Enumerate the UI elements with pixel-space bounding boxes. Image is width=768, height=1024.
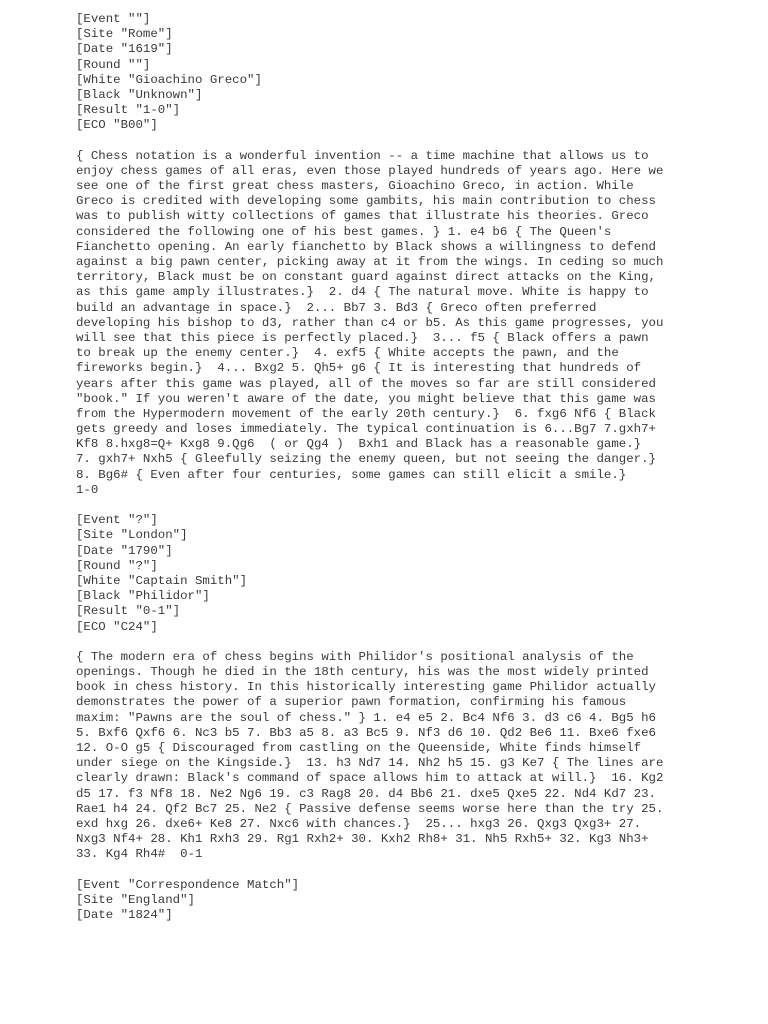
- game-3-headers: [76, 878, 716, 924]
- pgn-header-date: [Date "1824"]: [76, 908, 173, 923]
- movetext-line: developing his bishop to d3, rather than c4 or b5. As this game progresses, you: [76, 315, 664, 330]
- movetext-line: considered the following one of his best games. } 1. e4 b6 { The Queen's: [76, 224, 612, 239]
- movetext-line: 33. Kg4 Rh4# 0-1: [76, 847, 203, 862]
- pgn-document: [76, 12, 716, 923]
- spacer: [76, 635, 716, 650]
- spacer: [76, 498, 716, 513]
- pgn-header-result: [Result "0-1"]: [76, 604, 181, 619]
- movetext-line: { The modern era of chess begins with Philidor's positional analysis of the: [76, 649, 634, 664]
- movetext-line: d5 17. f3 Nf8 18. Ne2 Ng6 19. c3 Rag8 20. d4 Bb6 21. dxe5 Qxe5 22. Nd4 Kd7 23.: [76, 786, 656, 801]
- pgn-header-event: [Event ""]: [76, 12, 151, 26]
- game-1: [76, 12, 716, 498]
- pgn-header-eco: [ECO "C24"]: [76, 619, 158, 634]
- movetext-line: to break up the enemy center.} 4. exf5 { White accepts the pawn, and the: [76, 346, 619, 361]
- movetext-line: 7. gxh7+ Nxh5 { Gleefully seizing the enemy queen, but not seeing the danger.}: [76, 452, 656, 467]
- movetext-line: { Chess notation is a wonderful invention -- a time machine that allows us to: [76, 148, 649, 163]
- pgn-header-date: [Date "1619"]: [76, 42, 173, 57]
- pgn-header-black: [Black "Philidor"]: [76, 589, 210, 604]
- movetext-line: Kf8 8.hxg8=Q+ Kxg8 9.Qg6 ( or Qg4 ) Bxh1 and Black has a reasonable game.}: [76, 437, 642, 452]
- movetext-line: will see that this piece is perfectly placed.} 3... f5 { Black offers a pawn: [76, 330, 649, 345]
- movetext-line: as this game amply illustrates.} 2. d4 { The natural move. White is happy to: [76, 285, 649, 300]
- movetext-line: openings. Though he died in the 18th century, his was the most widely printed: [76, 665, 649, 680]
- movetext-line: years after this game was played, all of the moves so far are still considered: [76, 376, 656, 391]
- spacer: [76, 134, 716, 149]
- movetext-line: demonstrates the power of a superior pawn formation, confirming his famous: [76, 695, 627, 710]
- pgn-header-event: [Event "?"]: [76, 513, 158, 528]
- pgn-header-round: [Round "?"]: [76, 558, 158, 573]
- movetext-line: maxim: "Pawns are the soul of chess." } 1. e4 e5 2. Bc4 Nf6 3. d3 c6 4. Bg5 h6: [76, 710, 656, 725]
- spacer: [76, 863, 716, 878]
- game-2-movetext: [76, 650, 716, 863]
- movetext-line: against a big pawn center, picking away at it from the wings. In ceding so much: [76, 255, 664, 269]
- movetext-line: Fianchetto opening. An early fianchetto by Black shows a willingness to defend: [76, 239, 656, 254]
- game-2: [76, 513, 716, 862]
- pgn-header-site: [Site "London"]: [76, 528, 188, 543]
- movetext-line: Nxg3 Nf4+ 28. Kh1 Rxh3 29. Rg1 Rxh2+ 30. Kxh2 Rh8+ 31. Nh5 Rxh5+ 32. Kg3 Nh3+: [76, 832, 649, 847]
- movetext-line: from the Hypermodern movement of the early 20th century.} 6. fxg6 Nf6 { Black: [76, 406, 656, 421]
- pgn-header-white: [White "Captain Smith"]: [76, 573, 248, 588]
- pgn-header-result: [Result "1-0"]: [76, 103, 181, 118]
- movetext-line: build an advantage in space.} 2... Bb7 3. Bd3 { Greco often preferred: [76, 300, 597, 315]
- pgn-header-date: [Date "1790"]: [76, 543, 173, 558]
- pgn-header-white: [White "Gioachino Greco"]: [76, 72, 262, 87]
- movetext-line: book in chess history. In this historically interesting game Philidor actually: [76, 680, 656, 695]
- movetext-line: 8. Bg6# { Even after four centuries, some games can still elicit a smile.}: [76, 467, 627, 482]
- movetext-line: fireworks begin.} 4... Bxg2 5. Qh5+ g6 { It is interesting that hundreds of: [76, 361, 642, 376]
- pgn-header-site: [Site "Rome"]: [76, 27, 173, 42]
- pgn-header-event: [Event "Correspondence Match"]: [76, 877, 300, 892]
- game-2-headers: [76, 513, 716, 635]
- game-1-movetext: [76, 149, 716, 498]
- pgn-header-eco: [ECO "B00"]: [76, 118, 158, 133]
- pgn-header-round: [Round ""]: [76, 57, 151, 72]
- movetext-line: territory, Black must be on constant guard against direct attacks on the King,: [76, 270, 656, 285]
- game-3: [76, 878, 716, 924]
- game-result: 1-0: [76, 482, 99, 497]
- movetext-line: see one of the first great chess masters, Gioachino Greco, in action. While: [76, 179, 634, 194]
- movetext-line: Rae1 h4 24. Qf2 Bc7 25. Ne2 { Passive defense seems worse here than the try 25.: [76, 801, 664, 816]
- movetext-line: under siege on the Kingside.} 13. h3 Nd7 14. Nh2 h5 15. g3 Ke7 { The lines are: [76, 756, 664, 771]
- pgn-header-site: [Site "England"]: [76, 892, 195, 907]
- pgn-header-black: [Black "Unknown"]: [76, 87, 203, 102]
- game-1-headers: [76, 12, 716, 134]
- movetext-line: 12. O-O g5 { Discouraged from castling on the Queenside, White finds himself: [76, 741, 642, 755]
- movetext-line: gets greedy and loses immediately. The typical continuation is 6...Bg7 7.gxh7+: [76, 422, 656, 437]
- movetext-line: enjoy chess games of all eras, even those played hundreds of years ago. Here we: [76, 163, 664, 178]
- movetext-line: exd hxg 26. dxe6+ Ke8 27. Nxc6 with chances.} 25... hxg3 26. Qxg3 Qxg3+ 27.: [76, 816, 642, 831]
- movetext-line: "book." If you weren't aware of the date, you might believe that this game was: [76, 391, 656, 406]
- movetext-line: 5. Bxf6 Qxf6 6. Nc3 b5 7. Bb3 a5 8. a3 Bc5 9. Nf3 d6 10. Qd2 Be6 11. Bxe6 fxe6: [76, 725, 656, 740]
- movetext-line: clearly drawn: Black's command of space allows him to attack at will.} 16. Kg2: [76, 771, 664, 786]
- movetext-line: Greco is credited with developing some gambits, his main contribution to chess: [76, 194, 656, 209]
- movetext-line: was to publish witty collections of games that illustrate his theories. Greco: [76, 209, 649, 224]
